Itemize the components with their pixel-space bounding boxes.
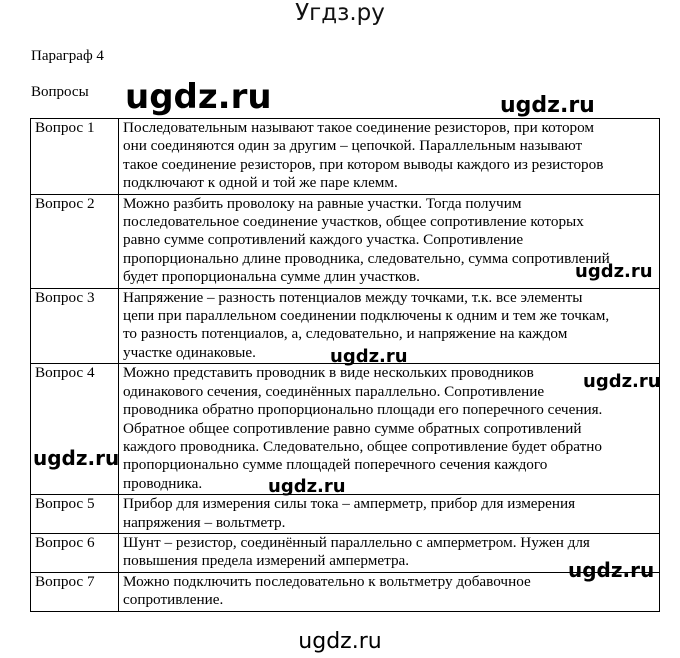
watermark: ugdz.ru bbox=[568, 558, 655, 582]
watermark-large: ugdz.ru bbox=[125, 77, 272, 117]
question-row bbox=[31, 533, 660, 572]
question-row bbox=[31, 119, 660, 195]
answer-line: Напряжение – разность потенциалов между точками, т.к. все элементы bbox=[123, 288, 583, 306]
answer-line: проводника. bbox=[123, 474, 203, 492]
answer-line: равно сумме сопротивлений каждого участка. Сопротивление bbox=[123, 231, 524, 249]
watermark: ugdz.ru bbox=[330, 346, 408, 367]
answer-cell bbox=[119, 364, 660, 495]
answer-line: цепи при параллельном соединении подключены к одним и тем же точкам, bbox=[123, 307, 610, 325]
watermark: ugdz.ru bbox=[583, 371, 661, 392]
answer-cell bbox=[119, 119, 660, 195]
answer-line: проводника обратно пропорционально площади его поперечного сечения. bbox=[123, 401, 603, 419]
answer-line: пропорционально сумме площадей поперечного сечения каждого bbox=[123, 456, 548, 474]
paragraph-heading: Параграф 4 bbox=[31, 48, 104, 64]
question-row bbox=[31, 572, 660, 611]
site-title: Угдз.ру bbox=[295, 0, 385, 26]
answer-line: они соединяются один за другим – цепочкой. Параллельным называют bbox=[123, 137, 583, 155]
question-label: Вопрос 7 bbox=[31, 572, 119, 611]
answer-line: такое соединение резисторов, при котором выводы каждого из резисторов bbox=[123, 155, 604, 173]
watermark: ugdz.ru bbox=[33, 446, 120, 470]
question-label: Вопрос 6 bbox=[31, 533, 119, 572]
question-row bbox=[31, 194, 660, 288]
answer-line: повышения предела измерений амперметра. bbox=[123, 552, 410, 570]
answer-line: Шунт – резистор, соединённый параллельно с амперметром. Нужен для bbox=[123, 533, 590, 551]
answer-line: Обратное общее сопротивление равно сумме обратных сопротивлений bbox=[123, 419, 582, 437]
question-label: Вопрос 1 bbox=[31, 119, 119, 195]
answer-line: одинакового сечения, соединённых параллельно. Сопротивление bbox=[123, 382, 545, 400]
answer-line: Можно представить проводник в виде нескольких проводников bbox=[123, 364, 534, 382]
answer-line: будет пропорциональна сумме длин участков. bbox=[123, 268, 420, 286]
question-label: Вопрос 4 bbox=[31, 364, 119, 495]
question-label: Вопрос 5 bbox=[31, 495, 119, 534]
questions-heading: Вопросы bbox=[31, 84, 89, 100]
answer-cell bbox=[119, 495, 660, 534]
answer-line: последовательное соединение участков, общее сопротивление которых bbox=[123, 213, 584, 231]
answer-line: сопротивление. bbox=[123, 591, 224, 609]
question-row bbox=[31, 495, 660, 534]
question-label: Вопрос 3 bbox=[31, 288, 119, 364]
answer-line: участке одинаковые. bbox=[123, 343, 256, 361]
answer-line: каждого проводника. Следовательно, общее сопротивление будет обратно bbox=[123, 437, 602, 455]
watermark-footer: ugdz.ru bbox=[298, 629, 382, 654]
answer-line: Можно подключить последовательно к вольтметру добавочное bbox=[123, 572, 531, 590]
answer-line: Прибор для измерения силы тока – амперметр, прибор для измерения bbox=[123, 495, 576, 513]
answer-line: Можно разбить проволоку на равные участки. Тогда получим bbox=[123, 194, 522, 212]
answer-line: подключают к одной и той же паре клемм. bbox=[123, 174, 398, 192]
watermark: ugdz.ru bbox=[575, 261, 653, 282]
answer-line: то разность потенциалов, а, следовательно, и напряжение на каждом bbox=[123, 325, 568, 343]
answer-line: пропорционально длине проводника, следовательно, сумма сопротивлений bbox=[123, 249, 610, 267]
answer-line: Последовательным называют такое соединение резисторов, при котором bbox=[123, 119, 595, 136]
watermark: ugdz.ru bbox=[268, 476, 346, 497]
answer-line: напряжения – вольтметр. bbox=[123, 513, 286, 531]
watermark: ugdz.ru bbox=[500, 93, 595, 118]
question-row bbox=[31, 364, 660, 495]
question-label: Вопрос 2 bbox=[31, 194, 119, 288]
